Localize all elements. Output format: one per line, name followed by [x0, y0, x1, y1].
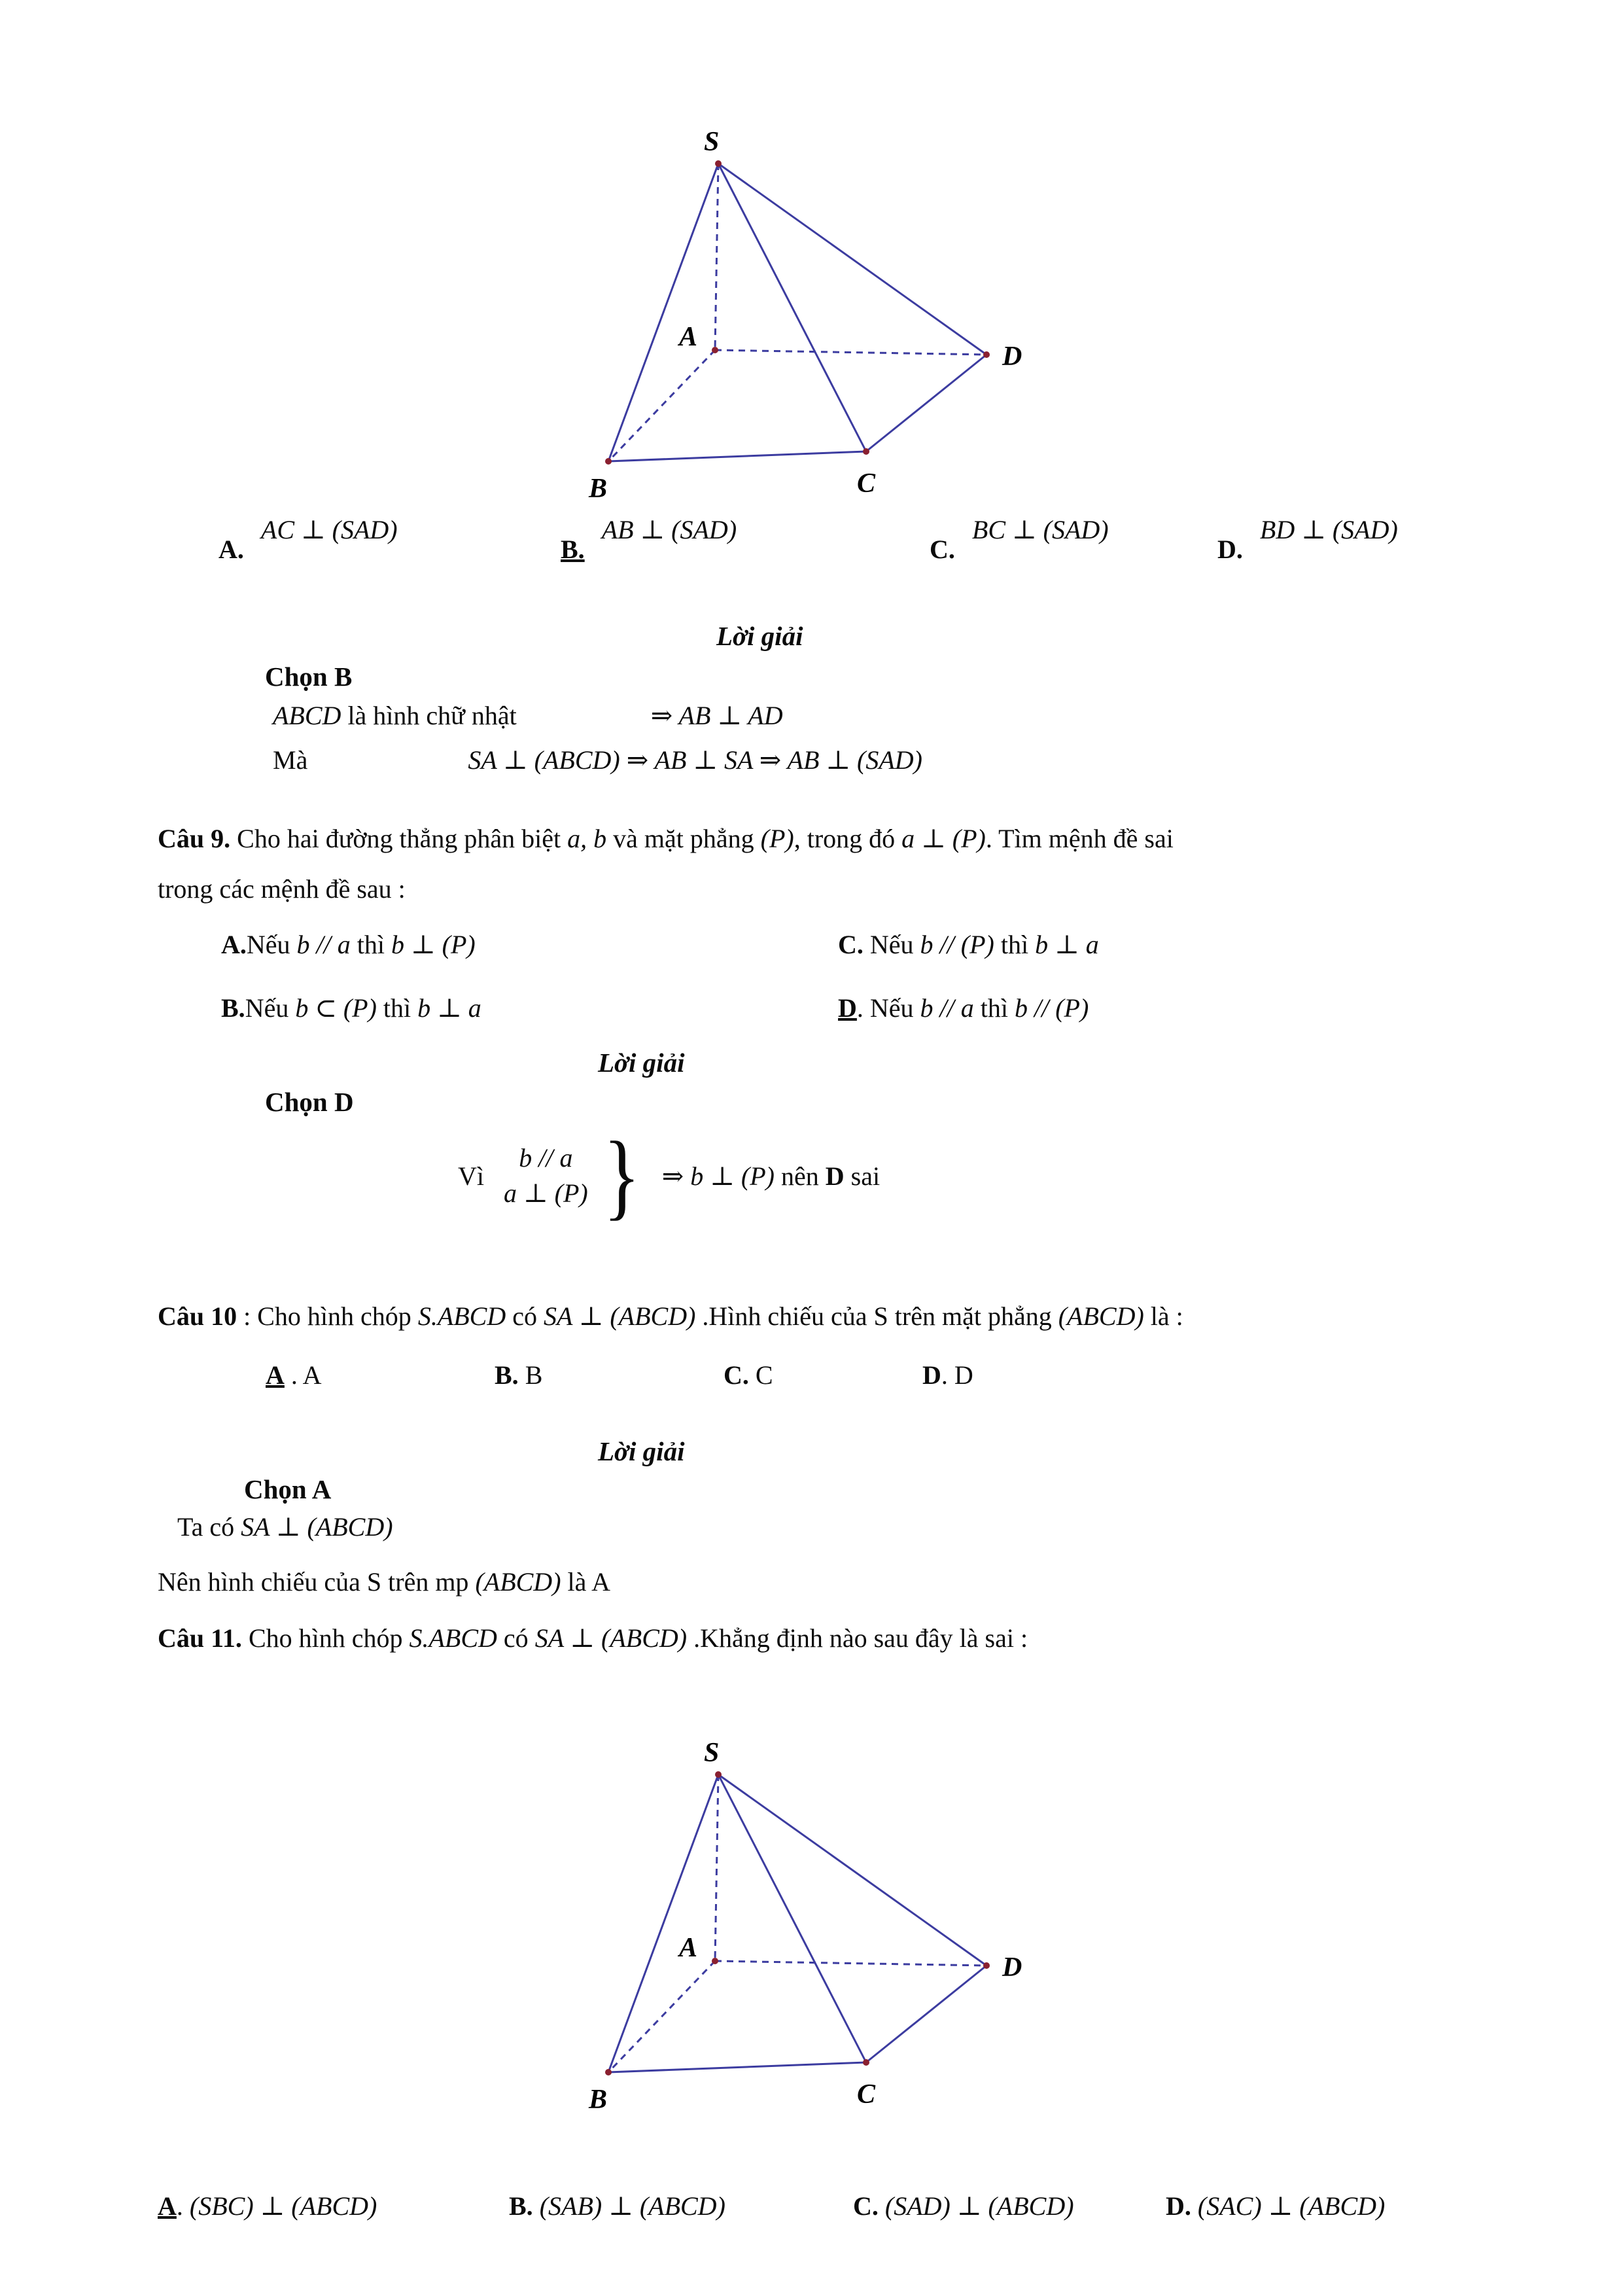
edge-ad-hidden: [715, 1961, 986, 1966]
pyramid-svg: [576, 124, 1034, 510]
q8-solution-line2-right: SA ⊥ (ABCD) ⇒ AB ⊥ SA ⇒ AB ⊥ (SAD): [468, 745, 922, 775]
q9-solution-derivation: [458, 1122, 881, 1229]
edge-sd: [718, 1775, 986, 1966]
edge-bc: [608, 2062, 866, 2072]
vertex-label-a: A: [679, 322, 698, 352]
vertex-dot-b: [605, 2069, 612, 2075]
q9-question-text: [158, 823, 1174, 904]
vertex-label-c: C: [857, 468, 876, 499]
q9-stack-top: b // a: [519, 1143, 573, 1173]
q11-question-text: Câu 11. Cho hình chóp S.ABCD có SA ⊥ (ABCD) .Khẳng định nào sau đây là sai :: [158, 1623, 1028, 1653]
q10-option-d: D. D: [922, 1360, 973, 1390]
vertex-label-d: D: [1002, 342, 1022, 372]
q9-solution-heading: Lời giải: [598, 1048, 685, 1078]
vertex-label-b: B: [589, 2085, 608, 2115]
q8-solution-line-2: [273, 745, 922, 775]
edge-sa-hidden: [715, 1775, 718, 1961]
q8-option-b-math: AB ⊥ (SAD): [601, 515, 737, 544]
vertex-dot-s: [715, 1771, 722, 1778]
edge-sb: [608, 164, 718, 461]
q10-answer-options: [266, 1360, 973, 1390]
edge-sc: [718, 164, 866, 451]
pyramid-diagram-q8: [576, 124, 1034, 517]
q9-condition-stack: [504, 1142, 588, 1210]
q8-solution-line1-right: ⇒ AB ⊥ AD: [650, 701, 783, 730]
q8-option-d-label: D.: [1217, 535, 1243, 564]
q9-conclusion: ⇒ b ⊥ (P) nên D sai: [661, 1161, 881, 1191]
q9-option-c: C. Nếu b // (P) thì b ⊥ a: [838, 930, 1099, 959]
edge-ab-hidden: [608, 350, 715, 461]
q8-option-a-label: A.: [218, 535, 244, 564]
vertex-label-s: S: [704, 127, 720, 157]
pyramid-diagram-q11: [576, 1735, 1034, 2128]
vertex-dot-c: [863, 2059, 869, 2066]
q9-option-a: A.Nếu b // a thì b ⊥ (P): [221, 930, 476, 959]
q9-question-line2: trong các mệnh đề sau :: [158, 874, 406, 904]
edge-sa-hidden: [715, 164, 718, 350]
q11-option-c: C. (SAD) ⊥ (ABCD): [853, 2191, 1074, 2221]
q8-solution-heading: Lời giải: [716, 621, 803, 651]
edge-sc: [718, 1775, 866, 2062]
edge-bc: [608, 451, 866, 461]
edge-cd: [866, 355, 986, 451]
edge-sb: [608, 1775, 718, 2072]
vertex-label-s: S: [704, 1738, 720, 1768]
vertex-label-b: B: [589, 474, 608, 504]
q9-option-d: D. Nếu b // a thì b // (P): [838, 993, 1089, 1023]
q8-option-a-math: AC ⊥ (SAD): [260, 515, 398, 544]
vertex-dot-a: [712, 347, 718, 353]
q9-vi-label: Vì: [458, 1161, 484, 1191]
q10-solution-line-2: Nên hình chiếu của S trên mp (ABCD) là A: [158, 1567, 611, 1597]
q8-option-c-math: BC ⊥ (SAD): [971, 515, 1109, 544]
q11-option-d: D. (SAC) ⊥ (ABCD): [1166, 2191, 1386, 2221]
q10-option-b: B. B: [495, 1360, 543, 1390]
vertex-dot-c: [863, 448, 869, 455]
q10-chosen-answer: Chọn A: [244, 1474, 332, 1504]
q10-option-a: A . A: [266, 1360, 322, 1390]
vertex-dot-d: [983, 351, 990, 358]
q9-option-b: B.Nếu b ⊂ (P) thì b ⊥ a: [221, 993, 481, 1023]
q8-chosen-answer: Chọn B: [265, 662, 353, 692]
q9-question-line1: Câu 9. Cho hai đường thẳng phân biệt a, b và mặt phẳng (P), trong đó a ⊥ (P). Tìm mệnh đề sai: [158, 824, 1174, 853]
vertex-dot-b: [605, 458, 612, 465]
q8-solution-line-1: [273, 700, 783, 731]
q8-option-d-math: BD ⊥ (SAD): [1259, 515, 1398, 544]
edge-ab-hidden: [608, 1961, 715, 2072]
q8-answer-options: [218, 515, 1398, 565]
right-brace: }: [602, 1122, 640, 1229]
q9-answer-options: [221, 929, 1099, 1056]
q9-stack-bottom: a ⊥ (P): [504, 1178, 588, 1208]
q8-option-a: [218, 515, 561, 565]
q11-answer-options: [158, 2191, 1385, 2221]
vertex-dot-d: [983, 1962, 990, 1969]
pyramid-svg: [576, 1735, 1034, 2121]
q11-option-a: A. (SBC) ⊥ (ABCD): [158, 2191, 377, 2221]
q8-option-b: [561, 515, 930, 565]
q11-option-b: B. (SAB) ⊥ (ABCD): [509, 2191, 725, 2221]
edge-ad-hidden: [715, 350, 986, 355]
edge-cd: [866, 1966, 986, 2062]
q10-solution-heading: Lời giải: [598, 1436, 685, 1466]
q8-solution-line2-left: Mà: [273, 745, 308, 775]
q8-option-d: [1217, 515, 1398, 565]
q10-option-c: C. C: [724, 1360, 773, 1390]
q9-chosen-answer: Chọn D: [265, 1087, 354, 1117]
edge-sd: [718, 164, 986, 355]
q10-question-text: Câu 10 : Cho hình chóp S.ABCD có SA ⊥ (ABCD) .Hình chiếu của S trên mặt phẳng (ABCD) là :: [158, 1301, 1183, 1331]
q8-option-b-label: B.: [561, 535, 585, 564]
q8-option-c: [930, 515, 1217, 565]
vertex-dot-s: [715, 160, 722, 167]
q10-solution-line-1: Ta có SA ⊥ (ABCD): [177, 1512, 393, 1542]
vertex-label-c: C: [857, 2079, 876, 2110]
q8-solution-line1-left: ABCD là hình chữ nhật: [273, 701, 517, 730]
vertex-dot-a: [712, 1958, 718, 1964]
vertex-label-a: A: [679, 1933, 698, 1963]
vertex-label-d: D: [1002, 1952, 1022, 1983]
q8-option-c-label: C.: [930, 535, 955, 564]
